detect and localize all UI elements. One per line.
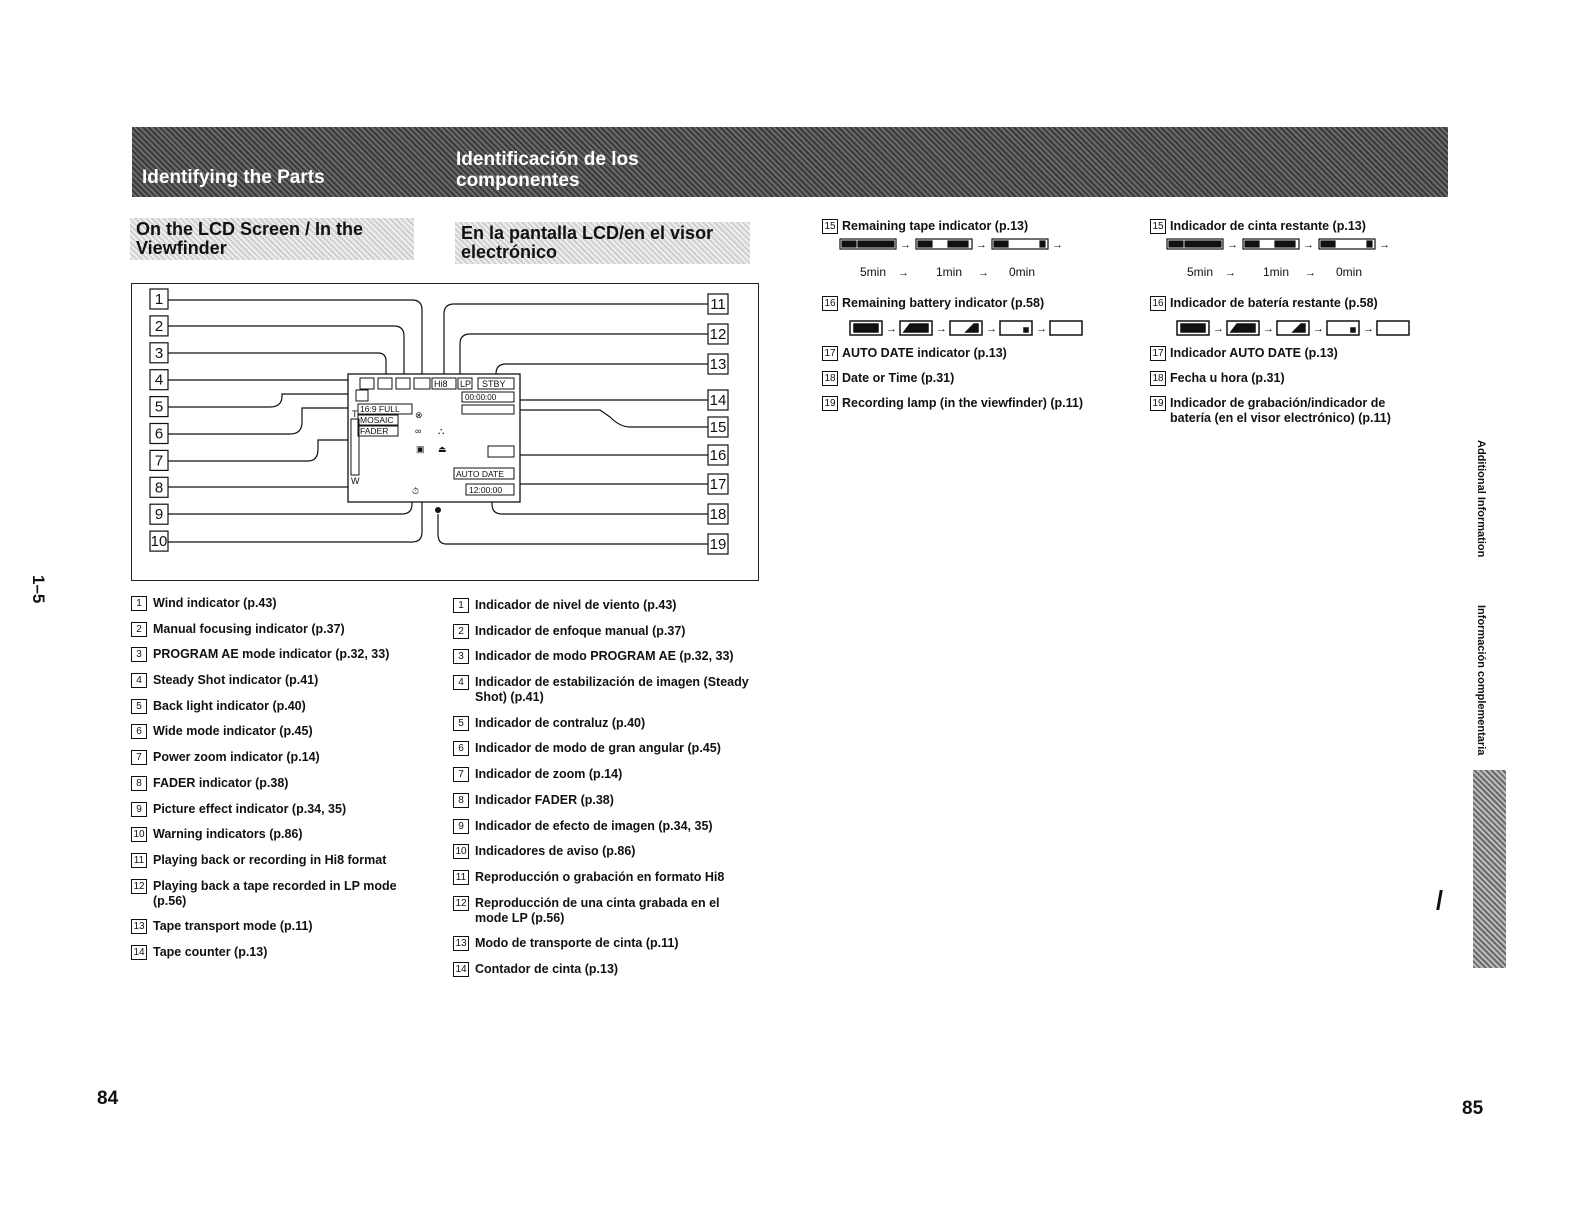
legend-item xyxy=(822,346,1007,361)
tape-sequence-es xyxy=(1165,236,1425,282)
legend-item xyxy=(453,936,753,951)
legend-item xyxy=(1150,346,1338,361)
svg-text:→: → xyxy=(976,239,987,251)
item-number-box: 1 xyxy=(131,596,147,611)
item-number-box: 11 xyxy=(453,870,469,885)
item-number-box: 12 xyxy=(453,896,469,911)
banner-title-es: Identificación de los componentes xyxy=(456,149,639,191)
item-number-box: 15 xyxy=(1150,219,1166,234)
legend-es xyxy=(453,598,753,988)
legend-item xyxy=(822,371,954,386)
item-number-box: 6 xyxy=(453,741,469,756)
callout-number-right: 16 xyxy=(709,447,727,464)
auto-date-text: AUTO DATE xyxy=(456,469,504,479)
svg-text:→: → xyxy=(986,323,997,335)
legend-item xyxy=(131,622,431,637)
callout-number-right: 17 xyxy=(709,476,727,493)
callout-number-right: 12 xyxy=(709,326,727,343)
item-number-box: 14 xyxy=(131,945,147,960)
svg-text:→: → xyxy=(1213,323,1224,335)
warning-icon: ⊗ xyxy=(415,410,423,420)
leader-18 xyxy=(492,494,708,514)
full-text: 16:9 FULL xyxy=(360,404,400,414)
leader-1 xyxy=(168,300,422,376)
legend-item xyxy=(131,945,431,960)
item-number-box: 3 xyxy=(453,649,469,664)
legend-item xyxy=(131,802,431,817)
svg-text:→: → xyxy=(1379,239,1390,251)
callout-number-left: 4 xyxy=(154,371,164,389)
item-number-box: 12 xyxy=(131,879,147,894)
legend-item xyxy=(131,699,431,714)
item-text: Fecha u hora (p.31) xyxy=(1170,371,1285,385)
item-number-box: 9 xyxy=(131,802,147,817)
item-number-box: 10 xyxy=(453,844,469,859)
svg-text:→: → xyxy=(898,267,909,279)
legend-item xyxy=(131,673,431,688)
item-text: Indicador de enfoque manual (p.37) xyxy=(475,623,686,638)
legend-item xyxy=(453,870,753,885)
item-number-box: 10 xyxy=(131,827,147,842)
leader-7 xyxy=(168,440,354,461)
tape-0min-es: 0min xyxy=(1336,265,1363,279)
leader-13 xyxy=(496,364,708,380)
item-number-box: 18 xyxy=(822,371,838,386)
lcd-diagram xyxy=(131,283,759,581)
tape-icon: ∞ xyxy=(415,426,422,436)
svg-text:→: → xyxy=(1303,239,1314,251)
item-text: Indicadores de aviso (p.86) xyxy=(475,844,636,859)
legend-en xyxy=(131,596,431,971)
item-text: FADER indicator (p.38) xyxy=(153,775,289,790)
legend-item xyxy=(1150,219,1366,234)
leader-11 xyxy=(444,304,708,376)
legend-item xyxy=(453,767,753,782)
legend-item xyxy=(453,716,753,731)
item-text: Indicador de nivel de viento (p.43) xyxy=(475,598,677,612)
legend-item xyxy=(453,624,753,639)
callout-number-left: 6 xyxy=(154,425,164,443)
hand-icon: ⛬ xyxy=(438,426,445,436)
item-text: Reproducción de una cinta grabada en el mode LP (p.56) xyxy=(475,895,720,925)
item-number-box: 17 xyxy=(1150,346,1166,361)
callout-number-right: 11 xyxy=(710,296,726,313)
item-number-box: 6 xyxy=(131,724,147,739)
clock-icon: ⏱ xyxy=(412,486,420,496)
legend-item xyxy=(131,879,431,909)
banner-title-en: Identifying the Parts xyxy=(142,167,325,188)
callout-number-left: 9 xyxy=(154,506,164,524)
item-text: Indicador FADER (p.38) xyxy=(475,792,614,807)
item-text: Reproducción o grabación en formato Hi8 xyxy=(475,869,725,884)
item-number-box: 5 xyxy=(131,699,147,714)
tape-0min: 0min xyxy=(1009,265,1036,279)
legend-item xyxy=(131,647,431,662)
legend-item xyxy=(1150,396,1420,426)
callout-number-right: 13 xyxy=(709,356,727,373)
item-text: Wide mode indicator (p.45) xyxy=(153,724,313,739)
item-text: PROGRAM AE mode indicator (p.32, 33) xyxy=(153,647,390,662)
item-text: Indicador de modo PROGRAM AE (p.32, 33) xyxy=(475,649,734,664)
item-number-box: 4 xyxy=(453,675,469,690)
legend-item xyxy=(131,750,431,765)
battery-sequence-en xyxy=(848,318,1098,340)
item-text: Tape transport mode (p.11) xyxy=(153,919,313,934)
item-text: Power zoom indicator (p.14) xyxy=(153,750,320,765)
legend-item xyxy=(453,819,753,834)
svg-text:→: → xyxy=(900,239,911,251)
hi8-text: Hi8 xyxy=(434,379,448,389)
svg-text:→: → xyxy=(1263,323,1274,335)
margin-mark xyxy=(1436,890,1443,910)
legend-item xyxy=(822,396,1083,411)
zoom-t-text: T xyxy=(352,409,358,419)
legend-item xyxy=(453,844,753,859)
item-text: Indicador de batería restante (p.58) xyxy=(1170,296,1378,310)
stby-text: STBY xyxy=(482,379,506,389)
svg-text:→: → xyxy=(1227,239,1238,251)
item-text: Indicador de contraluz (p.40) xyxy=(475,715,646,730)
item-number-box: 8 xyxy=(453,793,469,808)
callout-number-right: 14 xyxy=(709,392,727,409)
item-number-box: 16 xyxy=(822,296,838,311)
item-number-box: 19 xyxy=(1150,396,1166,411)
item-text: Steady Shot indicator (p.41) xyxy=(153,673,319,688)
left-callouts xyxy=(150,289,168,551)
legend-item xyxy=(1150,296,1378,311)
leader-6 xyxy=(168,408,364,434)
legend-item xyxy=(453,741,753,756)
item-text: Playing back a tape recorded in LP mode (p.56) xyxy=(153,878,397,908)
svg-text:→: → xyxy=(1305,267,1316,279)
svg-text:→: → xyxy=(936,323,947,335)
header-banner xyxy=(132,127,1448,197)
item-text: Indicador de grabación/indicador de batería (en el visor electrónico) (p.11) xyxy=(1170,396,1391,425)
item-text: AUTO DATE indicator (p.13) xyxy=(842,346,1007,360)
lithium-icon: ▣ xyxy=(416,444,425,454)
item-number-box: 15 xyxy=(822,219,838,234)
tape-sequence-en xyxy=(838,236,1098,282)
item-number-box: 7 xyxy=(131,750,147,765)
item-number-box: 2 xyxy=(453,624,469,639)
leader-19 xyxy=(438,514,708,544)
legend-item xyxy=(453,675,753,705)
callout-number-left: 1 xyxy=(154,291,164,308)
tape-5min-es: 5min xyxy=(1187,265,1214,279)
callout-number-right: 18 xyxy=(709,506,727,523)
svg-text:→: → xyxy=(886,323,897,335)
svg-text:→: → xyxy=(1313,323,1324,335)
tape-1min: 1min xyxy=(936,265,963,279)
section-title-en: On the LCD Screen / In the Viewfinder xyxy=(130,218,414,260)
side-label-en: Additional Information xyxy=(1475,440,1487,558)
legend-item xyxy=(822,296,1044,311)
item-number-box: 3 xyxy=(131,647,147,662)
item-text: Indicador de efecto de imagen (p.34, 35) xyxy=(475,818,713,833)
item-text: Indicador de zoom (p.14) xyxy=(475,767,623,782)
item-number-box: 9 xyxy=(453,819,469,834)
callout-number-left: 7 xyxy=(154,452,164,470)
tape-5min: 5min xyxy=(860,265,887,279)
item-text: Wind indicator (p.43) xyxy=(153,596,277,610)
callout-number-right: 19 xyxy=(709,536,727,553)
page-number-left: 84 xyxy=(97,1088,119,1109)
page-number-right: 85 xyxy=(1462,1098,1484,1119)
item-text: Remaining tape indicator (p.13) xyxy=(842,219,1029,233)
mosaic-text: MOSAIC xyxy=(360,415,394,425)
legend-item xyxy=(131,853,431,868)
battery-sequence-es xyxy=(1175,318,1425,340)
side-section-label: 1–5 xyxy=(29,575,48,604)
item-number-box: 2 xyxy=(131,622,147,637)
item-number-box: 5 xyxy=(453,716,469,731)
item-text: Indicador de cinta restante (p.13) xyxy=(1170,219,1366,233)
callout-number-left: 2 xyxy=(154,317,164,335)
legend-item xyxy=(131,919,431,934)
legend-item xyxy=(453,649,753,664)
item-text: Recording lamp (in the viewfinder) (p.11) xyxy=(842,396,1084,410)
item-text: Indicador AUTO DATE (p.13) xyxy=(1170,346,1338,360)
item-text: Indicador de modo de gran angular (p.45) xyxy=(475,741,721,756)
item-number-box: 17 xyxy=(822,346,838,361)
legend-item xyxy=(131,827,431,842)
item-number-box: 19 xyxy=(822,396,838,411)
right-callouts xyxy=(708,294,728,554)
item-number-box: 1 xyxy=(453,598,469,613)
svg-text:→: → xyxy=(1225,267,1236,279)
svg-text:→: → xyxy=(978,267,989,279)
callout-number-left: 5 xyxy=(154,398,164,416)
recording-lamp xyxy=(435,507,441,513)
lcd-diagram-svg xyxy=(132,284,758,580)
item-text: Manual focusing indicator (p.37) xyxy=(153,621,345,636)
item-text: Remaining battery indicator (p.58) xyxy=(842,296,1045,310)
item-text: Warning indicators (p.86) xyxy=(153,827,303,842)
callout-number-right: 15 xyxy=(709,419,727,436)
item-text: Indicador de estabilización de imagen (Steady Shot) (p.41) xyxy=(475,675,749,705)
legend-item xyxy=(131,776,431,791)
leader-10 xyxy=(168,496,422,542)
legend-item xyxy=(453,896,753,926)
legend-item xyxy=(453,962,753,977)
item-number-box: 14 xyxy=(453,962,469,977)
legend-item xyxy=(1150,371,1285,386)
legend-item xyxy=(131,596,431,611)
item-number-box: 11 xyxy=(131,853,147,868)
item-text: Playing back or recording in Hi8 format xyxy=(153,852,387,867)
svg-text:→: → xyxy=(1052,239,1063,251)
item-number-box: 18 xyxy=(1150,371,1166,386)
item-number-box: 7 xyxy=(453,767,469,782)
item-text: Modo de transporte de cinta (p.11) xyxy=(475,936,679,951)
counter-text: 00:00:00 xyxy=(465,393,497,402)
time-text: 12:00:00 xyxy=(469,485,503,495)
item-text: Contador de cinta (p.13) xyxy=(475,961,619,976)
section-tab xyxy=(1473,770,1506,968)
eject-icon: ⏏ xyxy=(438,444,447,454)
callout-number-left: 3 xyxy=(154,344,164,362)
item-number-box: 4 xyxy=(131,673,147,688)
item-text: Date or Time (p.31) xyxy=(842,371,955,385)
svg-text:→: → xyxy=(1036,323,1047,335)
item-text: Back light indicator (p.40) xyxy=(153,698,306,713)
svg-text:→: → xyxy=(1363,323,1374,335)
item-text: Tape counter (p.13) xyxy=(153,944,268,959)
leader-15 xyxy=(520,410,708,427)
tape-1min-es: 1min xyxy=(1263,265,1290,279)
legend-item xyxy=(453,598,753,613)
legend-item xyxy=(453,793,753,808)
side-label-es: Información complementaria xyxy=(1475,605,1487,756)
zoom-w-text: W xyxy=(351,476,360,486)
item-number-box: 13 xyxy=(453,936,469,951)
section-title-es: En la pantalla LCD/en el visor electrónico xyxy=(455,222,750,264)
lp-text: LP xyxy=(460,379,472,389)
fader-text: FADER xyxy=(360,426,389,436)
item-number-box: 16 xyxy=(1150,296,1166,311)
leader-2 xyxy=(168,326,404,376)
leader-5 xyxy=(168,394,364,407)
callout-number-left: 10 xyxy=(150,533,168,551)
callout-number-left: 8 xyxy=(154,479,164,497)
item-number-box: 8 xyxy=(131,776,147,791)
item-text: Picture effect indicator (p.34, 35) xyxy=(153,801,347,816)
item-number-box: 13 xyxy=(131,919,147,934)
legend-item xyxy=(822,219,1028,234)
legend-item xyxy=(131,724,431,739)
